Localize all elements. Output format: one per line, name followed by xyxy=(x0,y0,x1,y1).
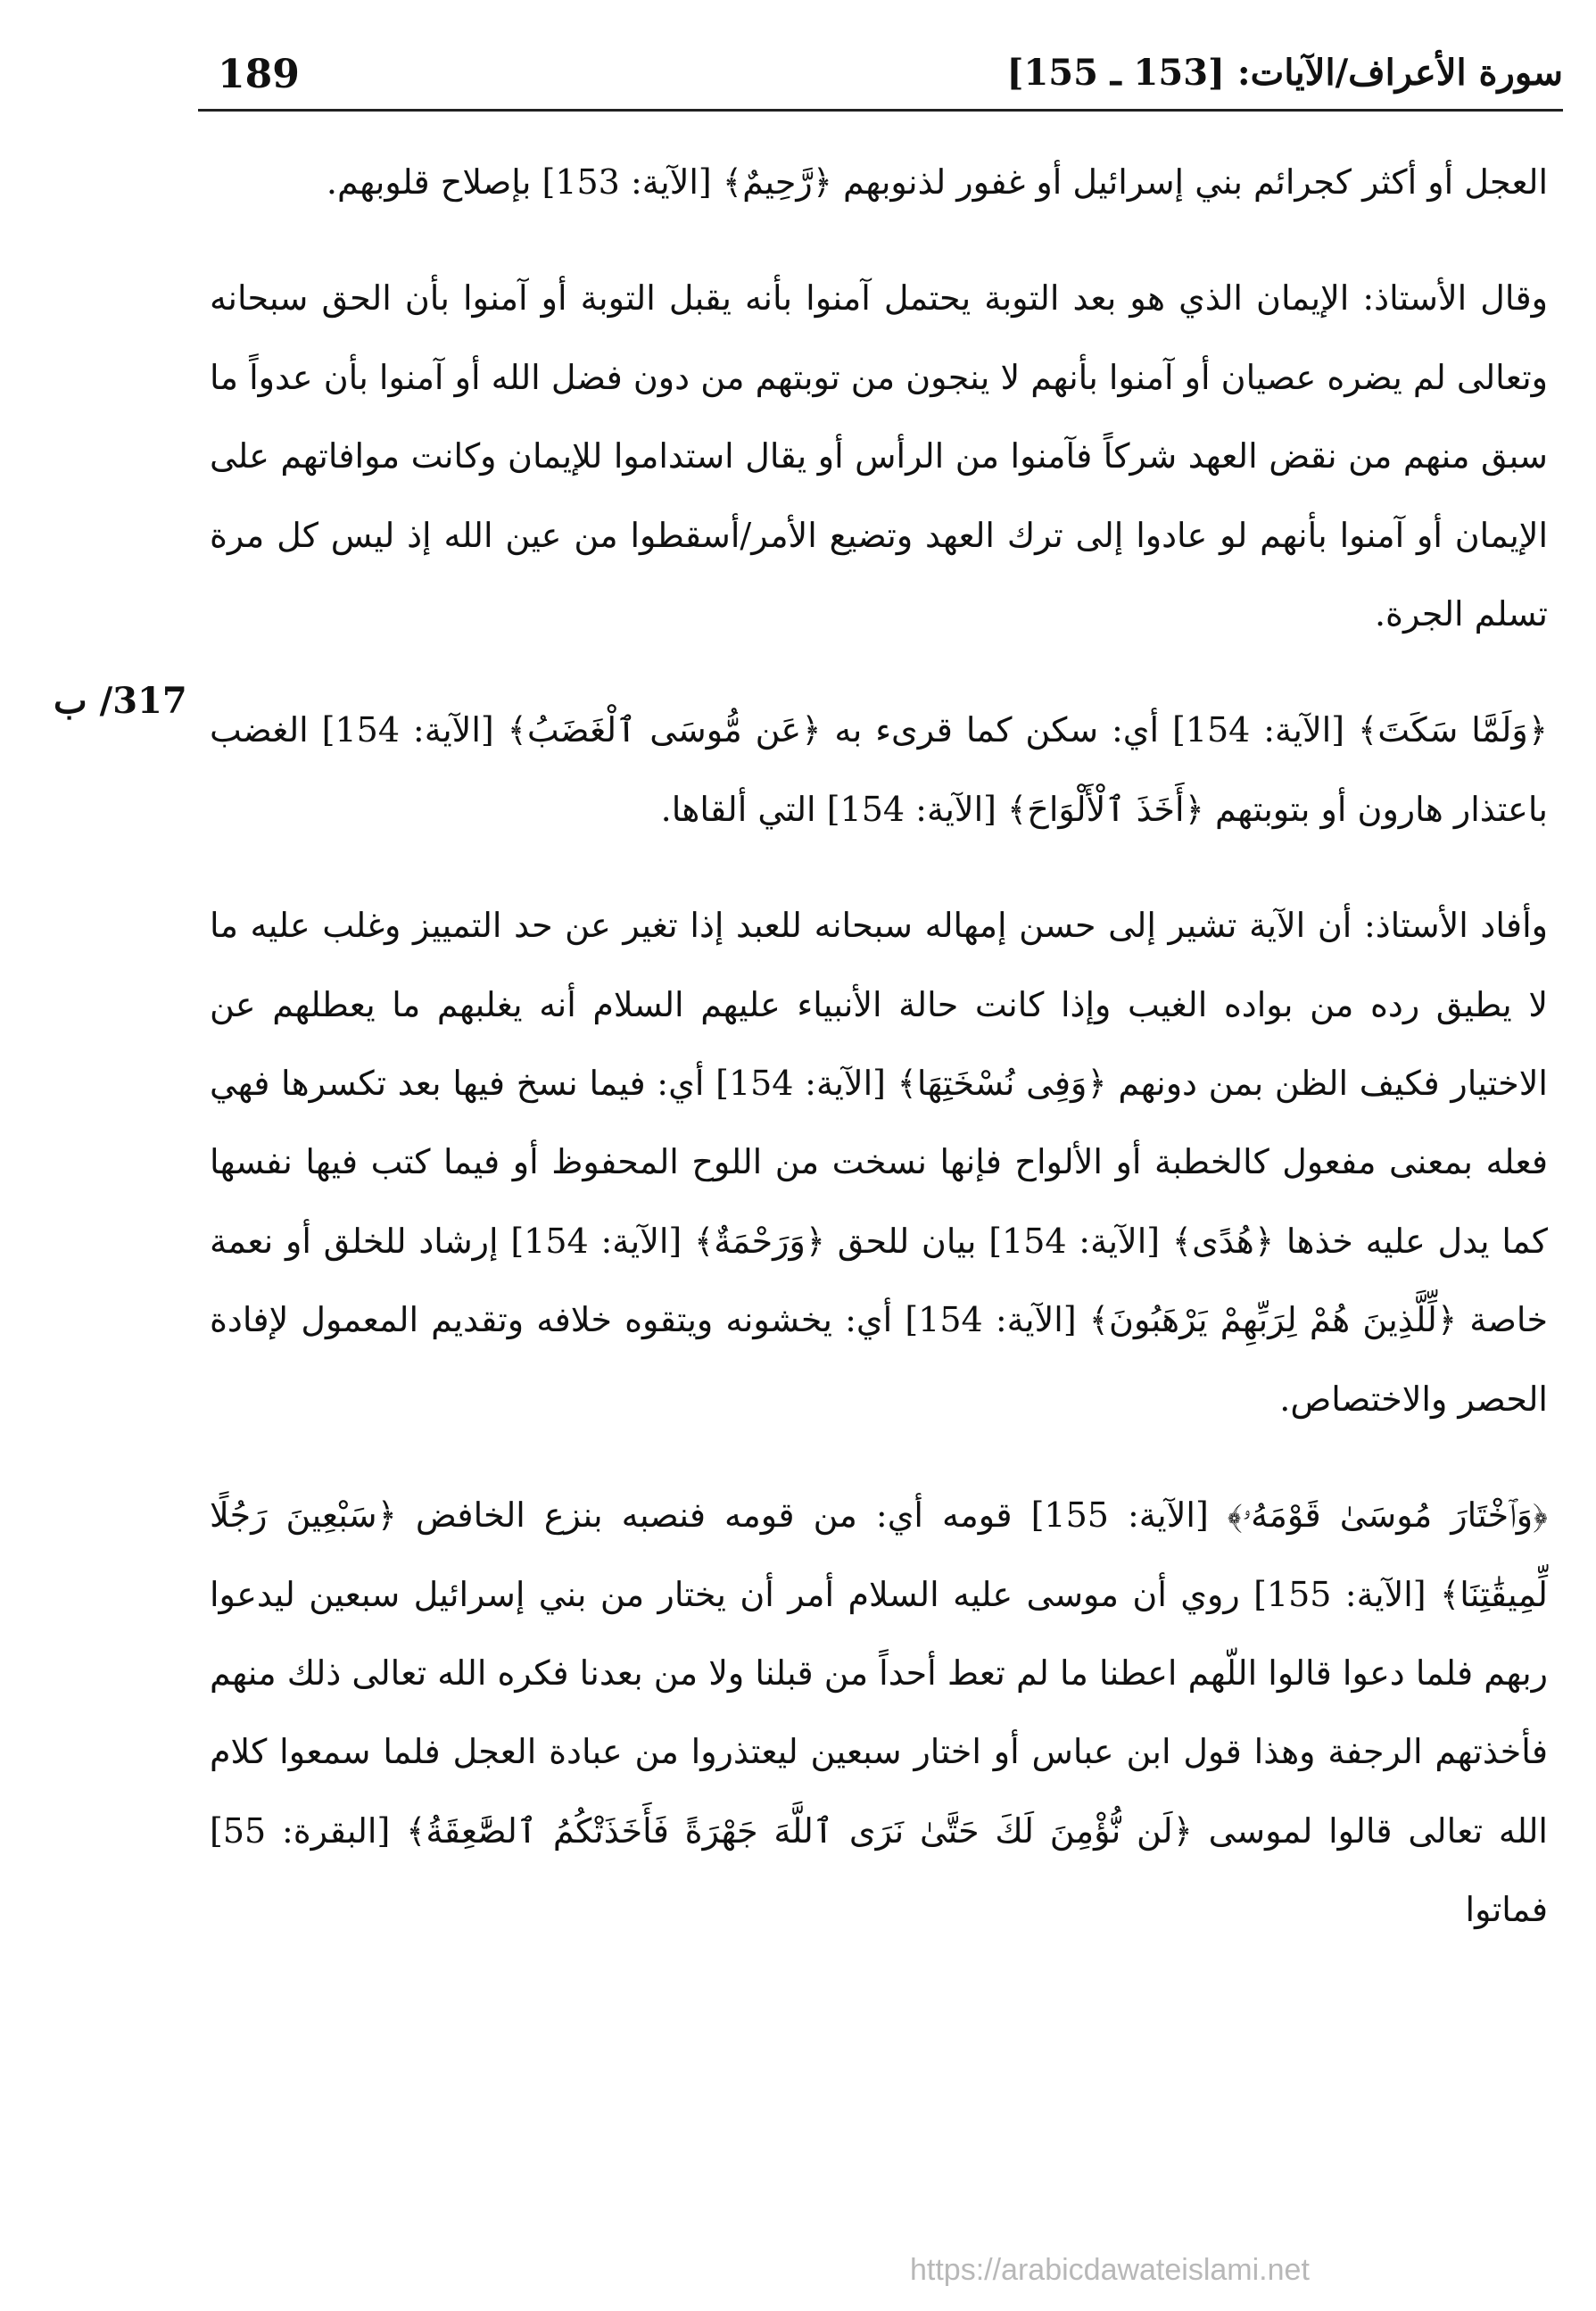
paragraph-2: وقال الأستاذ: الإيمان الذي هو بعد التوبة يحتمل آمنوا بأنه يقبل التوبة أو آمنوا بأن الحق سبحانه وتعالى لم يضره عصيان أو آمنوا بأنهم لا ينجون من توبتهم من دون فضل الله أو آمنوا بأن عدواً ما سبق منهم من نقض العهد شركاً فآمنوا من الرأس أو يقال استداموا للإيمان وكانت موافاتهم على الإيمان أو آمنوا بأنهم لو عادوا إلى ترك العهد وتضيع الأمر/أسقطوا من عين الله إذ ليس كل مرة تسلم الجرة. xyxy=(210,278,1548,634)
page-header xyxy=(198,46,1563,118)
paragraph-4: وأفاد الأستاذ: أن الآية تشير إلى حسن إمهاله سبحانه للعبد إذا تغير عن حد التمييز وغلب عليه ما لا يطيق رده من بواده الغيب وإذا كانت حالة الأنبياء عليهم السلام أنه يغلبهم ما يعطلهم عن الاختيار فكيف الظن بمن دونهم ﴿وَفِى نُسْخَتِهَا﴾ [الآية: 154] أي: فيما نسخ فيها بعد تكسرها فهي فعله بمعنى مفعول كالخطبة أو الألواح فإنها نسخت من اللوح المحفوظ أو فيما كتب فيها نفسها كما يدل عليه خذها ﴿هُدًى﴾ [الآية: 154] بيان للحق ﴿وَرَحْمَةٌ﴾ [الآية: 154] إرشاد للخلق أو نعمة خاصة ﴿لِّلَّذِينَ هُمْ لِرَبِّهِمْ يَرْهَبُونَ﴾ [الآية: 154] أي: يخشونه ويتقوه خلافه وتقديم المعمول لإفادة الحصر والاختصاص. xyxy=(210,906,1549,1419)
header-divider xyxy=(198,109,1563,112)
paragraph-5: ﴿وَٱخْتَارَ مُوسَىٰ قَوْمَهُۥ﴾ [الآية: 155] قومه أي: من قومه فنصبه بنزع الخافض ﴿سَبْعِينَ رَجُلًا لِّمِيقَٰتِنَا﴾ [الآية: 155] روي أن موسى عليه السلام أمر أن يختار من بني إسرائيل سبعين ليدعوا ربهم فلما دعوا قالوا اللّهم اعطنا ما لم تعط أحداً من قبلنا ولا من بعدنا فكره الله تعالى ذلك منهم فأخذتهم الرجفة وهذا قول ابن عباس أو اختار سبعين ليعتذروا من عبادة العجل فلما سمعوا كلام الله تعالى قالوا لموسى ﴿لَن نُّؤْمِنَ لَكَ حَتَّىٰ نَرَى ٱللَّهَ جَهْرَةً فَأَخَذَتْكُمُ ٱلصَّٰعِقَةُ﴾ [البقرة: 55] فماتوا xyxy=(210,1495,1549,1930)
body-text xyxy=(210,143,1548,1950)
paragraph-3: ﴿وَلَمَّا سَكَتَ﴾ [الآية: 154] أي: سكن كما قرىء به ﴿عَن مُّوسَى ٱلْغَضَبُ﴾ [الآية: 154] الغضب باعتذار هارون أو بتوبتهم ﴿أَخَذَ ٱلْأَلْوَاحَ﴾ [الآية: 154] التي ألقاها. xyxy=(210,710,1548,829)
source-watermark: https://arabicdawateislami.net xyxy=(910,2253,1310,2287)
paragraph-1: العجل أو أكثر كجرائم بني إسرائيل أو غفور لذنوبهم ﴿رَّحِيمٌ﴾ [الآية: 153] بإصلاح قلوبهم. xyxy=(326,162,1548,202)
manuscript-folio-note: 317/ ب xyxy=(54,680,187,722)
running-title: سورة الأعراف/الآيات: [153 ـ 155] xyxy=(1006,52,1563,94)
page-number: 189 xyxy=(218,52,300,97)
